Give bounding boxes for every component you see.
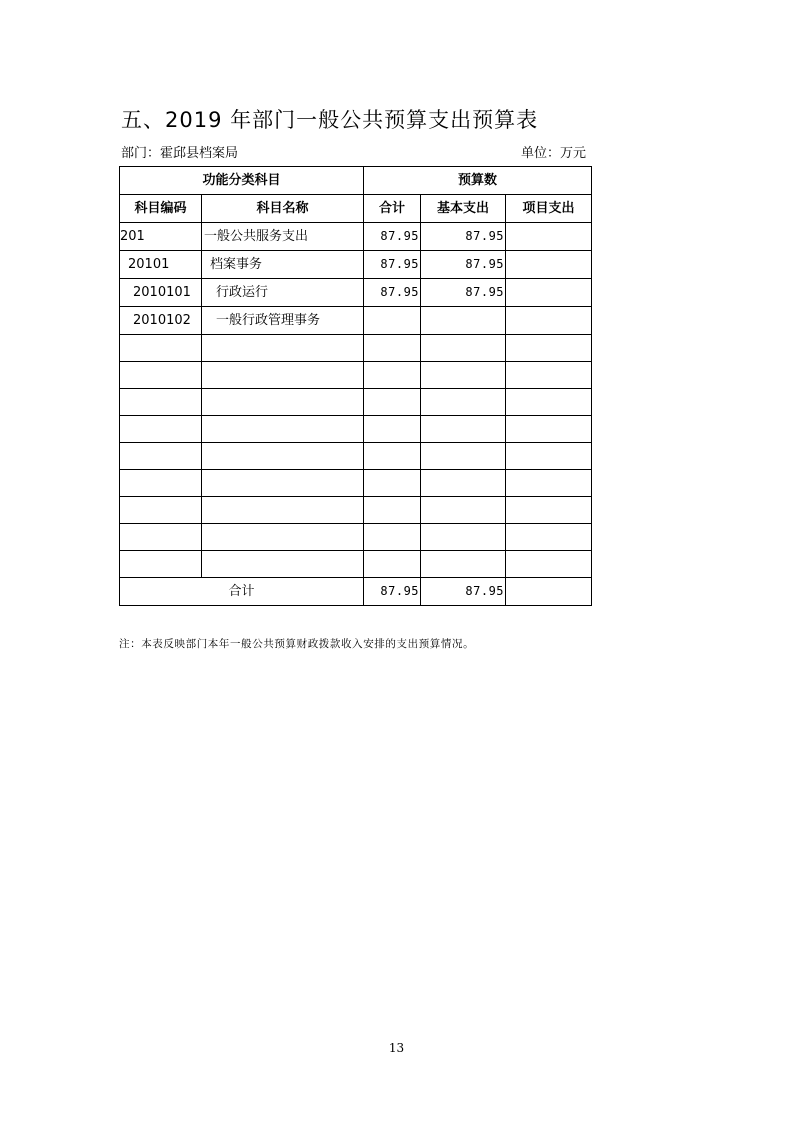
empty-table-row — [120, 524, 592, 551]
total-row-basic-value: 87.95 — [421, 578, 506, 606]
department-label: 部门：霍邱县档案局 — [121, 146, 239, 161]
empty-table-row — [120, 389, 592, 416]
project-value — [506, 307, 592, 335]
empty-table-row — [120, 551, 592, 578]
empty-table-row — [120, 416, 592, 443]
project-value — [506, 279, 592, 307]
table-group-header-row — [120, 167, 592, 195]
page-number: 13 — [388, 1041, 405, 1055]
subject-name: 一般公共服务支出 — [202, 223, 364, 251]
function-classification-header: 功能分类科目 — [120, 167, 364, 195]
subject-name: 档案事务 — [202, 251, 364, 279]
total-row-project-value — [506, 578, 592, 606]
total-value: 87.95 — [364, 251, 421, 279]
subject-code: 201 — [120, 223, 202, 251]
basic-value — [421, 307, 506, 335]
basic-value: 87.95 — [421, 223, 506, 251]
basic-value: 87.95 — [421, 251, 506, 279]
column-header-total: 合计 — [364, 195, 421, 223]
subject-name: 一般行政管理事务 — [202, 307, 364, 335]
unit-label: 单位：万元 — [521, 146, 587, 161]
empty-table-row — [120, 443, 592, 470]
basic-value: 87.95 — [421, 279, 506, 307]
total-row-total-value: 87.95 — [364, 578, 421, 606]
table-footnote: 注：本表反映部门本年一般公共预算财政拨款收入安排的支出预算情况。 — [119, 638, 475, 650]
project-value — [506, 223, 592, 251]
empty-table-row — [120, 335, 592, 362]
table-row — [120, 279, 592, 307]
column-header-basic: 基本支出 — [421, 195, 506, 223]
page-title: 五、2019 年部门一般公共预算支出预算表 — [121, 108, 539, 132]
total-row-label: 合计 — [120, 578, 364, 606]
subject-name: 行政运行 — [202, 279, 364, 307]
column-header-project: 项目支出 — [506, 195, 592, 223]
table-column-header-row — [120, 195, 592, 223]
budget-table — [119, 166, 592, 606]
empty-table-row — [120, 470, 592, 497]
total-value — [364, 307, 421, 335]
budget-amount-header: 预算数 — [364, 167, 592, 195]
column-header-code: 科目编码 — [120, 195, 202, 223]
table-row — [120, 223, 592, 251]
column-header-name: 科目名称 — [202, 195, 364, 223]
project-value — [506, 251, 592, 279]
empty-table-row — [120, 497, 592, 524]
table-total-row — [120, 578, 592, 606]
total-value: 87.95 — [364, 279, 421, 307]
empty-table-row — [120, 362, 592, 389]
table-row — [120, 307, 592, 335]
subject-code: 20101 — [120, 251, 202, 279]
total-value: 87.95 — [364, 223, 421, 251]
table-row — [120, 251, 592, 279]
subject-code: 2010102 — [120, 307, 202, 335]
subject-code: 2010101 — [120, 279, 202, 307]
